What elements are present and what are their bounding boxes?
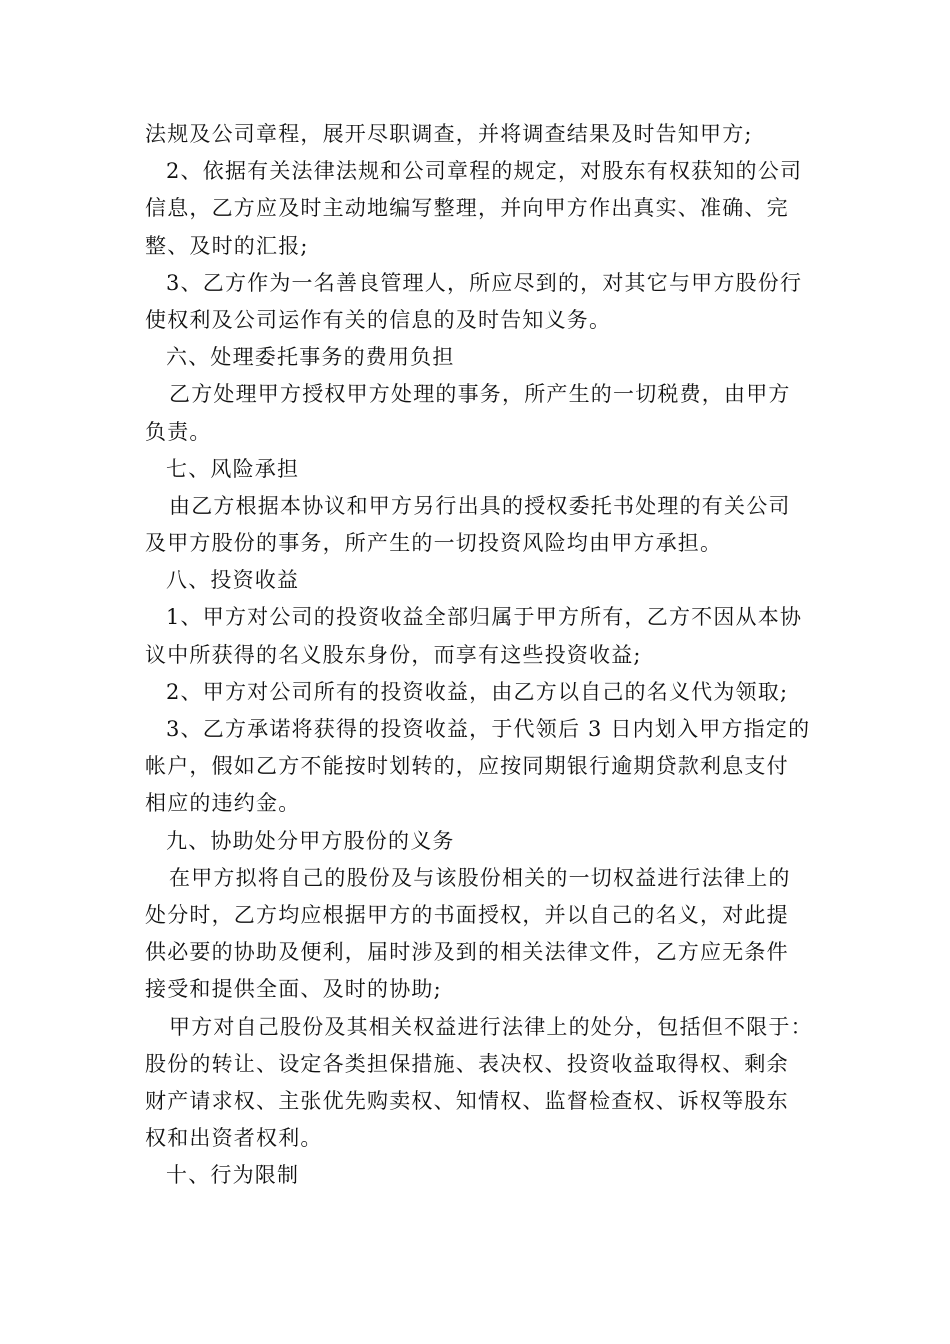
text-line-content: 2、依据有关法律法规和公司章程的规定，对股东有权获知的公司: [166, 159, 803, 184]
text-line-content: 九、协助处分甲方股份的义务: [166, 828, 455, 853]
text-line: [145, 116, 817, 153]
text-line-content: 接受和提供全面、及时的协助;: [145, 977, 442, 1002]
text-line: [145, 451, 817, 488]
text-line: [145, 339, 817, 376]
text-line-content: 供必要的协助及便利，届时涉及到的相关法律文件，乙方应无条件: [145, 940, 789, 965]
text-line: [145, 1157, 817, 1194]
text-line: [145, 1120, 817, 1157]
text-line-content: 在甲方拟将自己的股份及与该股份相关的一切权益进行法律上的: [169, 865, 791, 890]
text-line-content: 财产请求权、主张优先购卖权、知情权、监督检查权、诉权等股东: [145, 1088, 789, 1113]
text-line: [145, 562, 817, 599]
text-line: [145, 934, 817, 971]
text-line: [145, 1046, 817, 1083]
text-line-content: 帐户，假如乙方不能按时划转的，应按同期银行逾期贷款利息支付: [145, 754, 789, 779]
text-line: [145, 525, 817, 562]
text-line-content: 信息，乙方应及时主动地编写整理，并向甲方作出真实、准确、完: [145, 196, 789, 221]
text-line-content: 负责。: [145, 419, 212, 444]
text-line-content: 使权利及公司运作有关的信息的及时告知义务。: [145, 307, 612, 332]
text-line: [145, 599, 817, 636]
text-line-content: 1、甲方对公司的投资收益全部归属于甲方所有，乙方不因从本协: [166, 605, 803, 630]
text-line: [145, 637, 817, 674]
text-line: [145, 228, 817, 265]
text-line: [145, 1083, 817, 1120]
text-line: [145, 785, 817, 822]
text-line-content: 八、投资收益: [166, 568, 300, 593]
text-line-content: 议中所获得的名义股东身份，而享有这些投资收益;: [145, 642, 642, 667]
text-line-content: 整、及时的汇报;: [145, 233, 309, 258]
text-line-content: 六、处理委托事务的费用负担: [166, 345, 455, 370]
text-line: [145, 1009, 817, 1046]
text-line: [145, 823, 817, 860]
text-line: [145, 897, 817, 934]
text-line-content: 七、风险承担: [166, 456, 300, 481]
text-line-content: 乙方处理甲方授权甲方处理的事务，所产生的一切税费，由甲方: [169, 382, 791, 407]
text-line: [145, 674, 817, 711]
text-line-content: 权和出资者权利。: [145, 1126, 323, 1151]
text-line: [145, 748, 817, 785]
text-line-content: 及甲方股份的事务，所产生的一切投资风险均由甲方承担。: [145, 531, 723, 556]
text-line-content: 相应的违约金。: [145, 791, 301, 816]
text-line-content: 由乙方根据本协议和甲方另行出具的授权委托书处理的有关公司: [169, 493, 791, 518]
text-line-content: 2、甲方对公司所有的投资收益，由乙方以自己的名义代为领取;: [166, 679, 789, 704]
text-line-content: 3、乙方承诺将获得的投资收益，于代领后 3 日内划入甲方指定的: [166, 717, 811, 741]
text-line: [145, 302, 817, 339]
text-line: [145, 711, 817, 748]
text-line: [145, 190, 817, 227]
text-line-content: 十、行为限制: [166, 1163, 300, 1188]
text-line-content: 3、乙方作为一名善良管理人，所应尽到的，对其它与甲方股份行: [166, 270, 803, 295]
text-line: [145, 376, 817, 413]
text-line-content: 甲方对自己股份及其相关权益进行法律上的处分，包括但不限于：: [169, 1014, 813, 1039]
text-line: [145, 265, 817, 302]
text-line: [145, 860, 817, 897]
text-line: [145, 971, 817, 1008]
text-line-content: 法规及公司章程，展开尽职调查，并将调查结果及时告知甲方;: [145, 122, 753, 146]
document-body: [145, 116, 817, 1194]
text-line: [145, 488, 817, 525]
text-line-content: 股份的转让、设定各类担保措施、表决权、投资收益取得权、剩余: [145, 1051, 789, 1076]
text-line: [145, 153, 817, 190]
text-line: [145, 414, 817, 451]
text-line-content: 处分时，乙方均应根据甲方的书面授权，并以自己的名义，对此提: [145, 902, 789, 927]
